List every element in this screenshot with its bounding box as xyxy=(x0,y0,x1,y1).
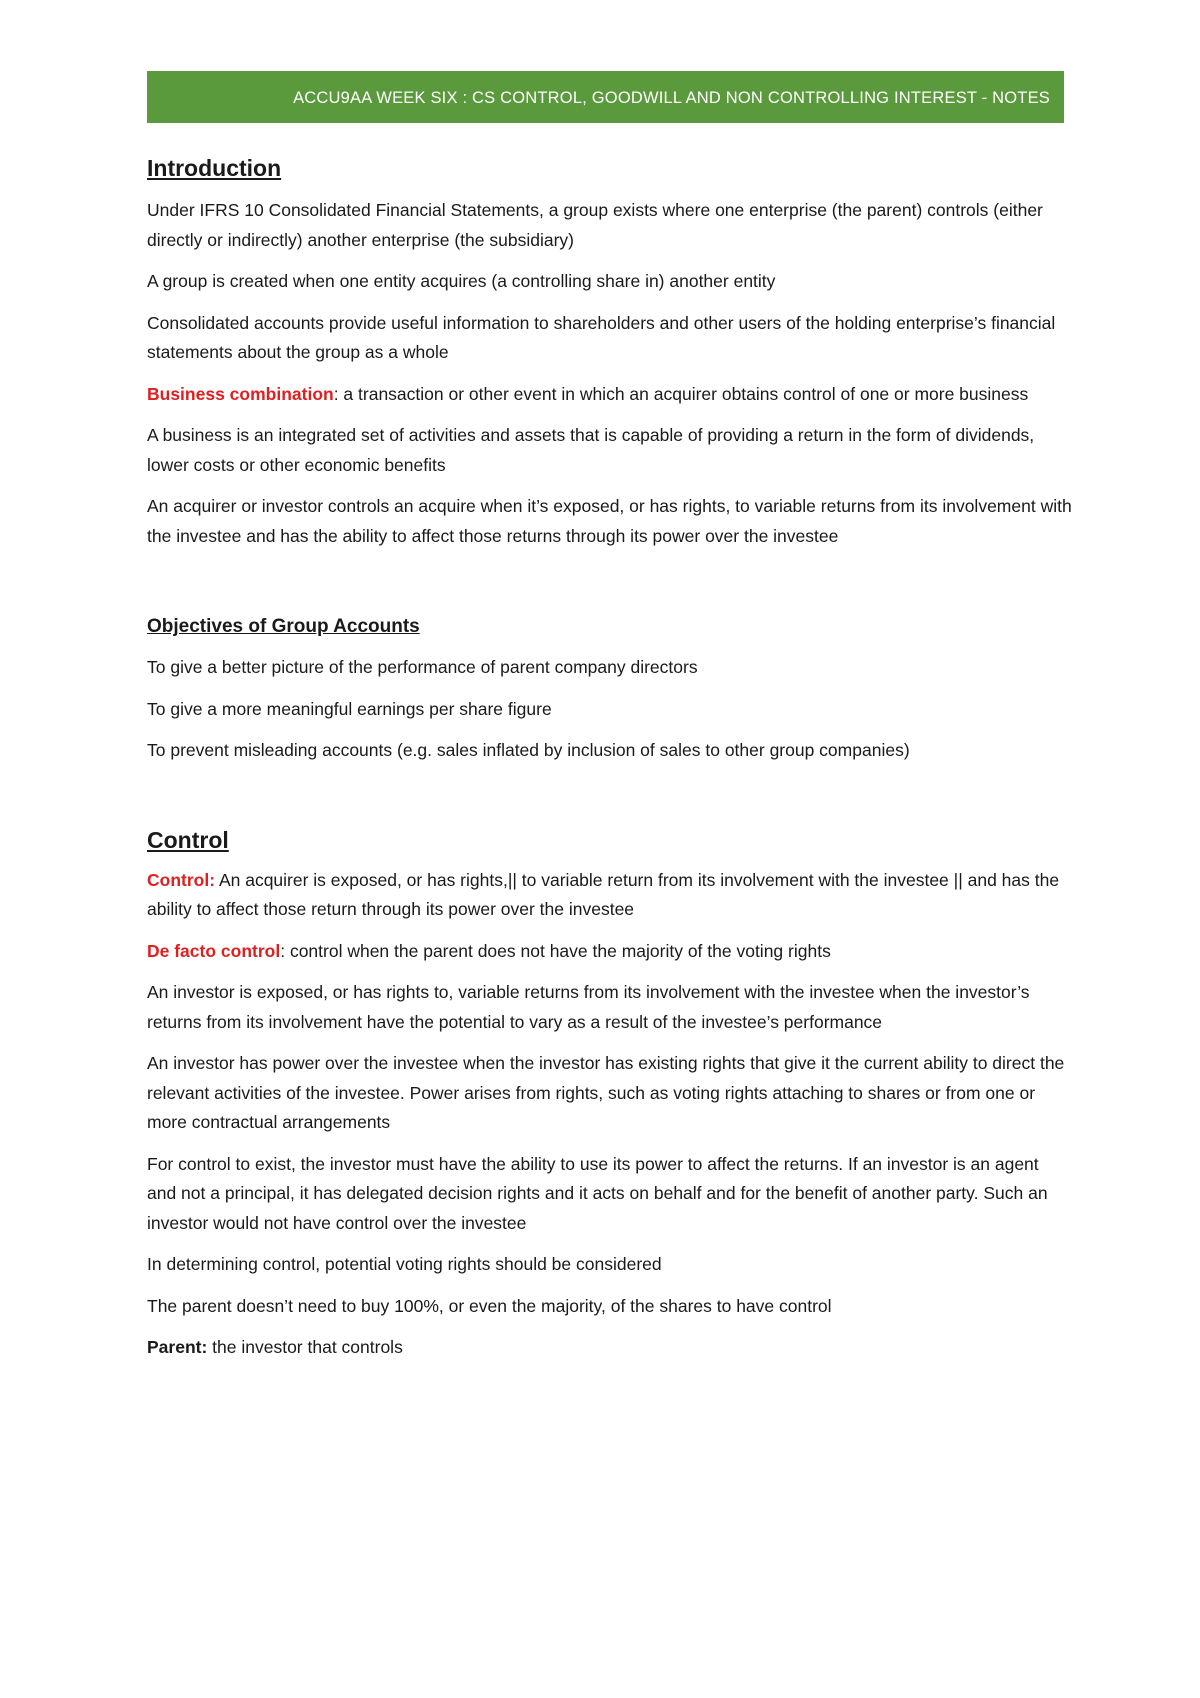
paragraph: An investor is exposed, or has rights to, variable returns from its involvement with the investee when the investor’s returns from its involvement have the potential to vary as a result of the investee’s performance xyxy=(147,982,1030,1032)
paragraph: To give a more meaningful earnings per share figure xyxy=(147,698,552,719)
paragraph: A business is an integrated set of activities and assets that is capable of providing a return in the form of dividends, lower costs or other economic benefits xyxy=(147,425,1035,475)
heading-introduction: Introduction xyxy=(147,155,282,181)
definition-text: An acquirer is exposed, or has rights,|| to variable return from its involvement with the investee || and has the ability to affect those return through its power over the investee xyxy=(147,869,1060,919)
term-parent: Parent: xyxy=(147,1337,208,1357)
paragraph: An investor has power over the investee when the investor has existing rights that give it the current ability to direct the relevant activities of the investee. Power arises from rights, such as voting rights attaching to shares or from one or more contractual arrangements xyxy=(147,1053,1065,1132)
paragraph: Consolidated accounts provide useful information to shareholders and other users of the holding enterprise’s financial statements about the group as a whole xyxy=(147,312,1056,362)
term-business-combination: Business combination xyxy=(147,383,334,404)
definition-text: : control when the parent does not have the majority of the voting rights xyxy=(280,940,831,961)
definition-text: the investor that controls xyxy=(207,1337,403,1357)
paragraph: In determining control, potential voting rights should be considered xyxy=(147,1254,662,1274)
paragraph: Under IFRS 10 Consolidated Financial Statements, a group exists where one enterprise (the parent) controls (either directly or indirectly) another enterprise (the subsidiary) xyxy=(147,200,1043,250)
document-title: ACCU9AA WEEK SIX : CS CONTROL, GOODWILL AND NON CONTROLLING INTEREST - NOTES xyxy=(293,89,1050,107)
paragraph-control-definition xyxy=(147,866,1072,925)
paragraph: The parent doesn’t need to buy 100%, or even the majority, of the shares to have control xyxy=(147,1295,832,1316)
heading-objectives: Objectives of Group Accounts xyxy=(147,616,420,637)
heading-control: Control xyxy=(147,826,229,853)
header-band xyxy=(147,71,1064,123)
paragraph-de-facto-control xyxy=(147,937,1072,967)
term-de-facto-control: De facto control xyxy=(147,940,281,961)
paragraph: For control to exist, the investor must have the ability to use its power to affect the returns. If an investor is an agent and not a principal, it has delegated decision rights and it acts on behalf and for the benefit of another party. Such an investor would not have control over the investee xyxy=(147,1153,1048,1233)
paragraph: A group is created when one entity acquires (a controlling share in) another entity xyxy=(147,271,776,291)
definition-text: : a transaction or other event in which an acquirer obtains control of one or more business xyxy=(333,383,1029,404)
document-body xyxy=(147,150,1072,1363)
paragraph-parent-definition xyxy=(147,1333,1072,1363)
paragraph-business-combination xyxy=(147,380,1072,410)
paragraph: To prevent misleading accounts (e.g. sales inflated by inclusion of sales to other group companies) xyxy=(147,740,910,760)
paragraph: To give a better picture of the performance of parent company directors xyxy=(147,657,698,677)
paragraph: An acquirer or investor controls an acquire when it’s exposed, or has rights, to variable returns from its involvement with the investee and has the ability to affect those returns through its power over the investee xyxy=(147,496,1072,546)
term-control: Control: xyxy=(147,869,216,890)
